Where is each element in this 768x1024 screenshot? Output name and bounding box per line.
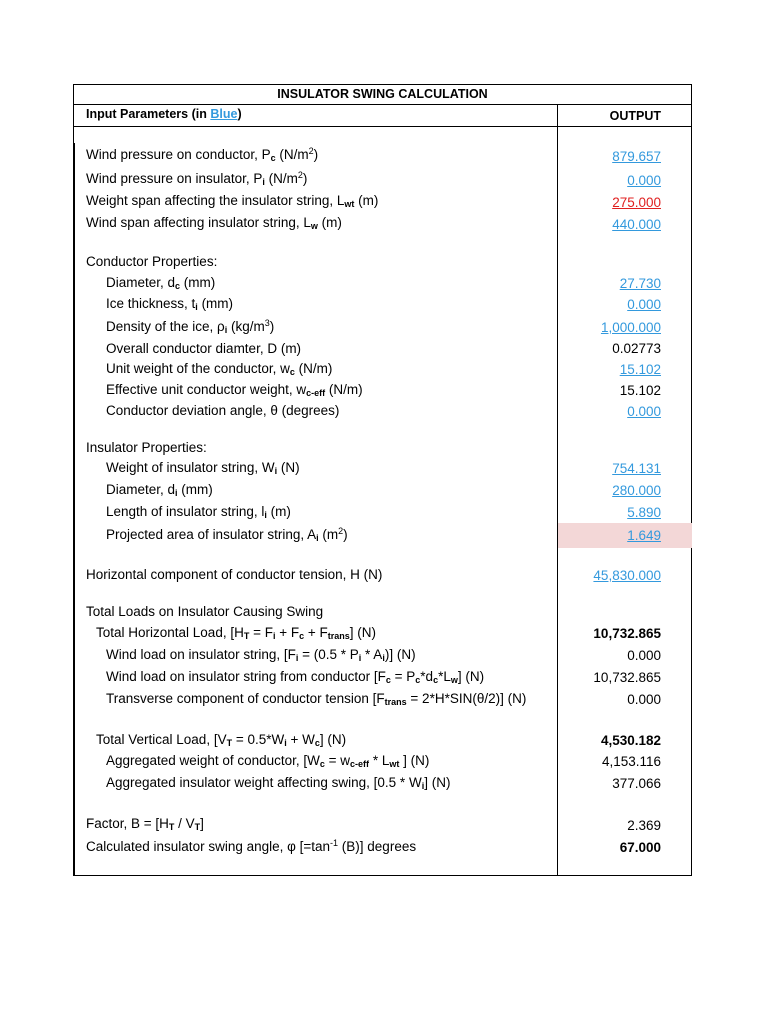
label-deviation-angle: Conductor deviation angle, θ (degrees) <box>106 403 340 418</box>
value-conductor-diameter[interactable]: 27.730 <box>619 276 661 291</box>
label-ice-density: Density of the ice, $\rho_i$ $(kg/m^3)$ <box>106 318 275 335</box>
left-border-accent <box>73 143 75 875</box>
label-horizontal-tension: Horizontal component of conductor tension, H (N) <box>86 567 383 582</box>
column-divider <box>557 104 558 875</box>
calculation-sheet <box>73 84 692 876</box>
label-wind-pressure-insulator: Wind pressure on insulator, $P_i$ $(N/m^2)$ <box>86 170 308 187</box>
label-effective-weight: Effective unit conductor weight, $w_{c-eff}$ (N/m) <box>106 382 363 398</box>
value-overall-diameter: 0.02773 <box>612 341 661 356</box>
value-ice-thickness[interactable]: 0.000 <box>627 297 661 312</box>
label-swing-angle: Calculated insulator swing angle, φ [$=\tan^{-1}$ (B)] degrees <box>86 838 417 854</box>
value-wind-load-insulator: 0.000 <box>627 648 661 663</box>
label-conductor-diameter: Diameter, $d_c$ (mm) <box>106 275 216 291</box>
value-ice-density[interactable]: 1,000.000 <box>600 320 661 335</box>
label-wind-pressure-conductor: Wind pressure on conductor, $P_c$ $(N/m^2)$ <box>86 146 319 163</box>
value-insulator-weight[interactable]: 754.131 <box>612 461 661 476</box>
value-wind-pressure-conductor[interactable]: 879.657 <box>612 149 661 164</box>
sheet-title: INSULATOR SWING CALCULATION <box>74 85 691 105</box>
label-total-vertical-load: Total Vertical Load, $[V_T = 0.5*W_i + W_c]$ (N) <box>96 732 347 748</box>
label-wind-span: Wind span affecting insulator string, $L_w$ (m) <box>86 215 342 231</box>
section-insulator-properties: Insulator Properties: <box>86 440 207 455</box>
label-insulator-weight: Weight of insulator string, $W_i$ (N) <box>106 460 300 476</box>
value-insulator-length[interactable]: 5.890 <box>627 505 661 520</box>
label-aggregated-conductor-weight: Aggregated weight of conductor, [$W_c = w_{c-eff} * L_{wt}$ ] (N) <box>106 753 430 769</box>
section-conductor-properties: Conductor Properties: <box>86 254 218 269</box>
value-swing-angle: 67.000 <box>619 840 661 855</box>
label-projected-area: Projected area of insulator string, $A_i$ $(m^2)$ <box>106 526 348 543</box>
value-wind-span[interactable]: 440.000 <box>612 217 661 232</box>
value-aggregated-insulator-weight: 377.066 <box>612 776 661 791</box>
value-transverse-component: 0.000 <box>627 692 661 707</box>
value-wind-load-conductor: 10,732.865 <box>593 670 661 685</box>
label-ice-thickness: Ice thickness, $t_i$ (mm) <box>106 296 234 312</box>
value-deviation-angle[interactable]: 0.000 <box>627 404 661 419</box>
section-total-loads: Total Loads on Insulator Causing Swing <box>86 604 324 619</box>
label-insulator-length: Length of insulator string, $l_i$ (m) <box>106 504 291 520</box>
output-header: OUTPUT <box>609 109 661 123</box>
value-weight-span[interactable]: 275.000 <box>612 195 661 210</box>
label-factor: Factor, $B = [H_T / V_T]$ <box>86 816 204 832</box>
label-insulator-diameter: Diameter, $d_i$ (mm) <box>106 482 213 498</box>
value-aggregated-conductor-weight: 4,153.116 <box>601 754 661 769</box>
header-row <box>74 104 691 127</box>
value-insulator-diameter[interactable]: 280.000 <box>612 483 661 498</box>
value-total-vertical-load: 4,530.182 <box>600 733 661 748</box>
value-unit-weight[interactable]: 15.102 <box>619 362 661 377</box>
value-effective-weight: 15.102 <box>619 383 661 398</box>
label-weight-span: Weight span affecting the insulator string, $L_{wt}$ (m) <box>86 193 379 209</box>
label-wind-load-conductor: Wind load on insulator string from conductor $[F_c = P_c*d_c*L_w]$ (N) <box>106 669 485 685</box>
value-wind-pressure-insulator[interactable]: 0.000 <box>627 173 661 188</box>
label-transverse-component: Transverse component of conductor tension $[F_{trans} = 2*H*SIN(\theta/2)]$ (N) <box>106 691 527 707</box>
label-wind-load-insulator: Wind load on insulator string, $[F_i = (0.5 * P_i * A_i)]$ (N) <box>106 647 416 663</box>
label-overall-diameter: Overall conductor diamter, D (m) <box>106 341 302 356</box>
value-total-horizontal-load: 10,732.865 <box>593 626 661 641</box>
label-unit-weight: Unit weight of the conductor, $w_c$ (N/m) <box>106 361 333 377</box>
value-projected-area[interactable]: 1.649 <box>627 528 661 543</box>
label-aggregated-insulator-weight: Aggregated insulator weight affecting swing, $[0.5 * W_i]$ (N) <box>106 775 451 791</box>
label-total-horizontal-load: Total Horizontal Load, $[H_T = F_i + F_c + F_{trans}]$ (N) <box>96 625 377 641</box>
value-horizontal-tension[interactable]: 45,830.000 <box>593 568 661 583</box>
blue-legend: Blue <box>210 107 238 121</box>
highlight-projected-area <box>558 523 692 548</box>
value-factor: 2.369 <box>627 818 661 833</box>
input-parameters-header: Input Parameters (in Blue) <box>86 107 242 121</box>
